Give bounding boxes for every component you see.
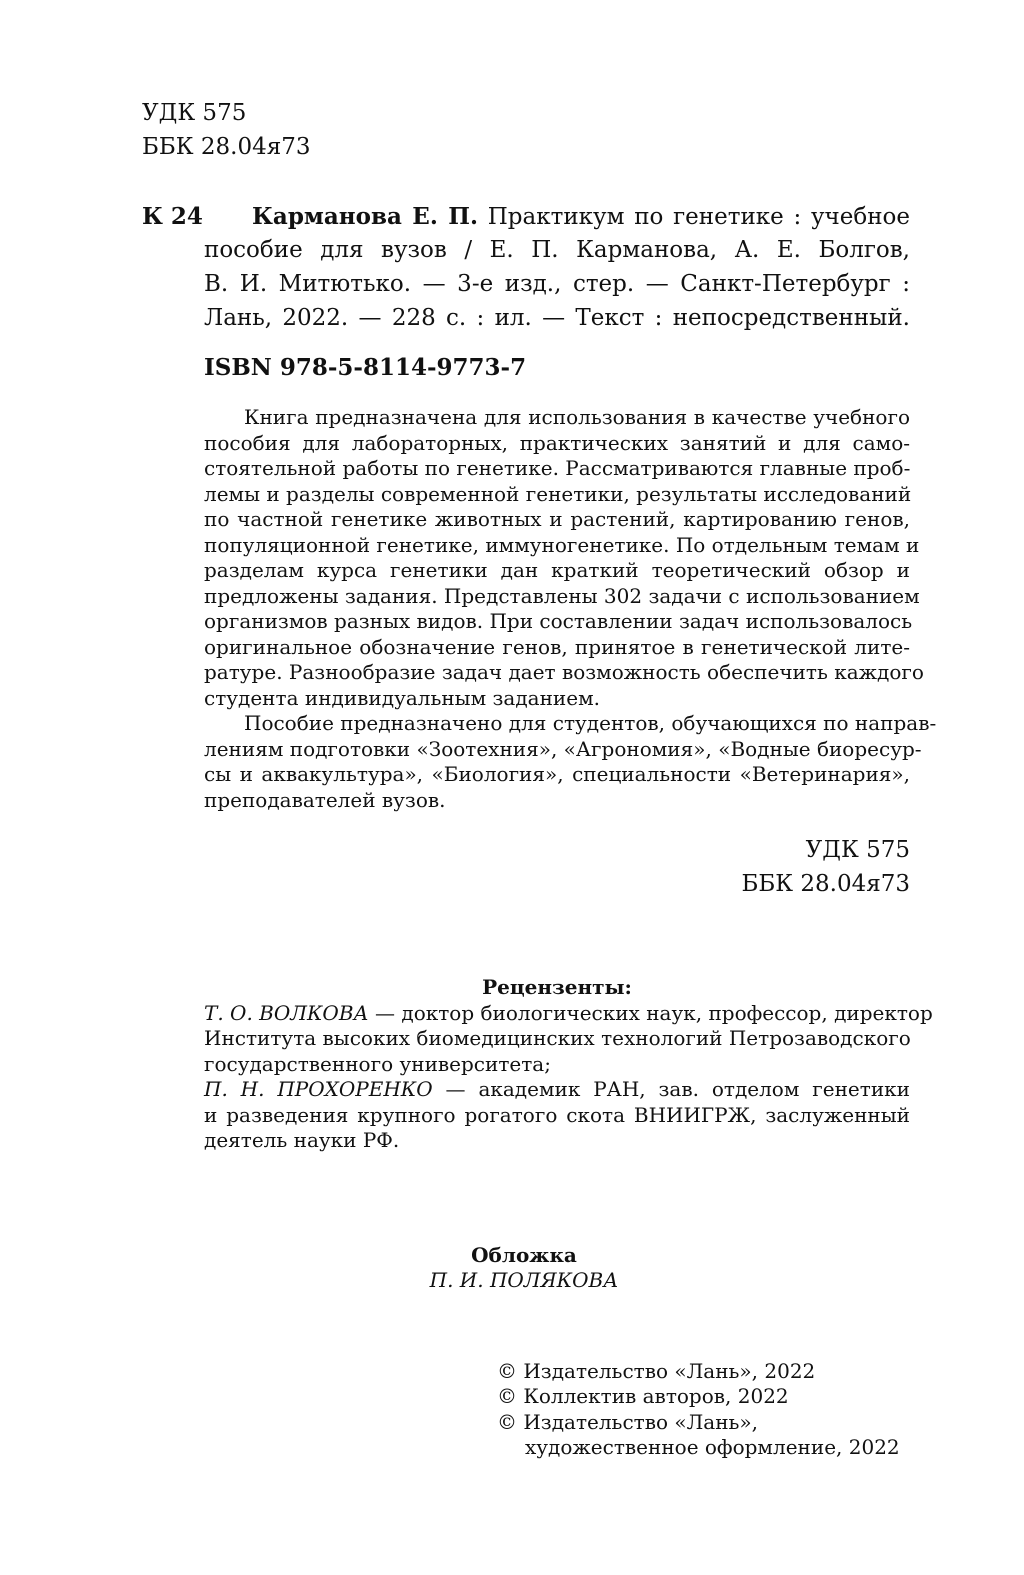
copyright-line: © Издательство «Лань», 2022 (497, 1359, 816, 1383)
annotation-line: популяционной генетике, иммуногенетике. По отдельным темам и (204, 533, 920, 557)
annotation-line: лемы и разделы современной генетики, результаты исследований (204, 482, 912, 506)
reviewer-2-line-3: деятель науки РФ. (204, 1128, 400, 1152)
bib-line-4: Лань, 2022. — 228 с. : ил. — Текст : непосредственный. (204, 305, 910, 331)
annotation-line: стоятельной работы по генетике. Рассматриваются главные проб- (204, 456, 911, 480)
copyright-line: © Коллектив авторов, 2022 (497, 1384, 789, 1408)
bottom-udk: УДК 575 (805, 837, 910, 863)
reviewer-1-line-3: государственного университета; (204, 1052, 551, 1076)
cover-designer: П. И. ПОЛЯКОВА (429, 1268, 619, 1292)
reviewer-1-title: — доктор биологических наук, профессор, директор (368, 1001, 933, 1025)
reviewer-1-name: Т. О. ВОЛКОВА (204, 1001, 369, 1025)
annotation-line: по частной генетике животных и растений, картированию генов, (204, 507, 910, 531)
reviewer-1-line-1 (204, 1001, 933, 1025)
bib-author: Карманова Е. П. (252, 203, 478, 230)
reviewer-2-line-1 (204, 1077, 910, 1101)
copyright-line: © Издательство «Лань», (497, 1410, 759, 1434)
bib-line-1 (252, 203, 910, 230)
isbn: ISBN 978-5-8114-9773-7 (204, 354, 527, 381)
annotation-line: студента индивидуальным заданием. (204, 686, 600, 710)
annotation-line: преподавателей вузов. (204, 788, 446, 812)
copyright-line: художественное оформление, 2022 (525, 1435, 900, 1459)
reviewer-2-line-2: и разведения крупного рогатого скота ВНИИГРЖ, заслуженный (204, 1103, 910, 1127)
annotation-line: лениям подготовки «Зоотехния», «Агрономия», «Водные биоресур- (204, 737, 922, 761)
reviewer-2-title: — академик РАН, зав. отделом генетики (432, 1077, 910, 1101)
annotation-line: оригинальное обозначение генов, принятое в генетической лите- (204, 635, 910, 659)
reviewer-2-name: П. Н. ПРОХОРЕНКО (204, 1077, 433, 1101)
annotation-line: Пособие предназначено для студентов, обучающихся по направ- (244, 711, 937, 735)
cover-heading: Обложка (471, 1243, 577, 1267)
reviewers-heading: Рецензенты: (482, 975, 632, 999)
top-udk: УДК 575 (142, 100, 247, 126)
annotation-line: пособия для лабораторных, практических занятий и для само- (204, 431, 910, 455)
bib-line-3: В. И. Митютько. — 3-е изд., стер. — Санкт-Петербург : (204, 271, 910, 297)
bottom-bbk: ББК 28.04я73 (741, 871, 910, 897)
bib-line-2: пособие для вузов / Е. П. Карманова, А. Е. Болгов, (204, 237, 910, 263)
top-bbk: ББК 28.04я73 (142, 134, 311, 160)
bib-title: Практикум по генетике : учебное (478, 204, 910, 230)
annotation-line: сы и аквакультура», «Биология», специальности «Ветеринария», (204, 762, 910, 786)
author-mark: К 24 (142, 203, 203, 230)
reviewer-1-line-2: Института высоких биомедицинских технологий Петрозаводского (204, 1026, 911, 1050)
annotation-line: ратуре. Разнообразие задач дает возможность обеспечить каждого (204, 660, 924, 684)
annotation-line: Книга предназначена для использования в качестве учебного (244, 405, 910, 429)
annotation-line: разделам курса генетики дан краткий теоретический обзор и (204, 558, 910, 582)
annotation-line: организмов разных видов. При составлении задач использовалось (204, 609, 913, 633)
annotation-line: предложены задания. Представлены 302 задачи с использованием (204, 584, 920, 608)
